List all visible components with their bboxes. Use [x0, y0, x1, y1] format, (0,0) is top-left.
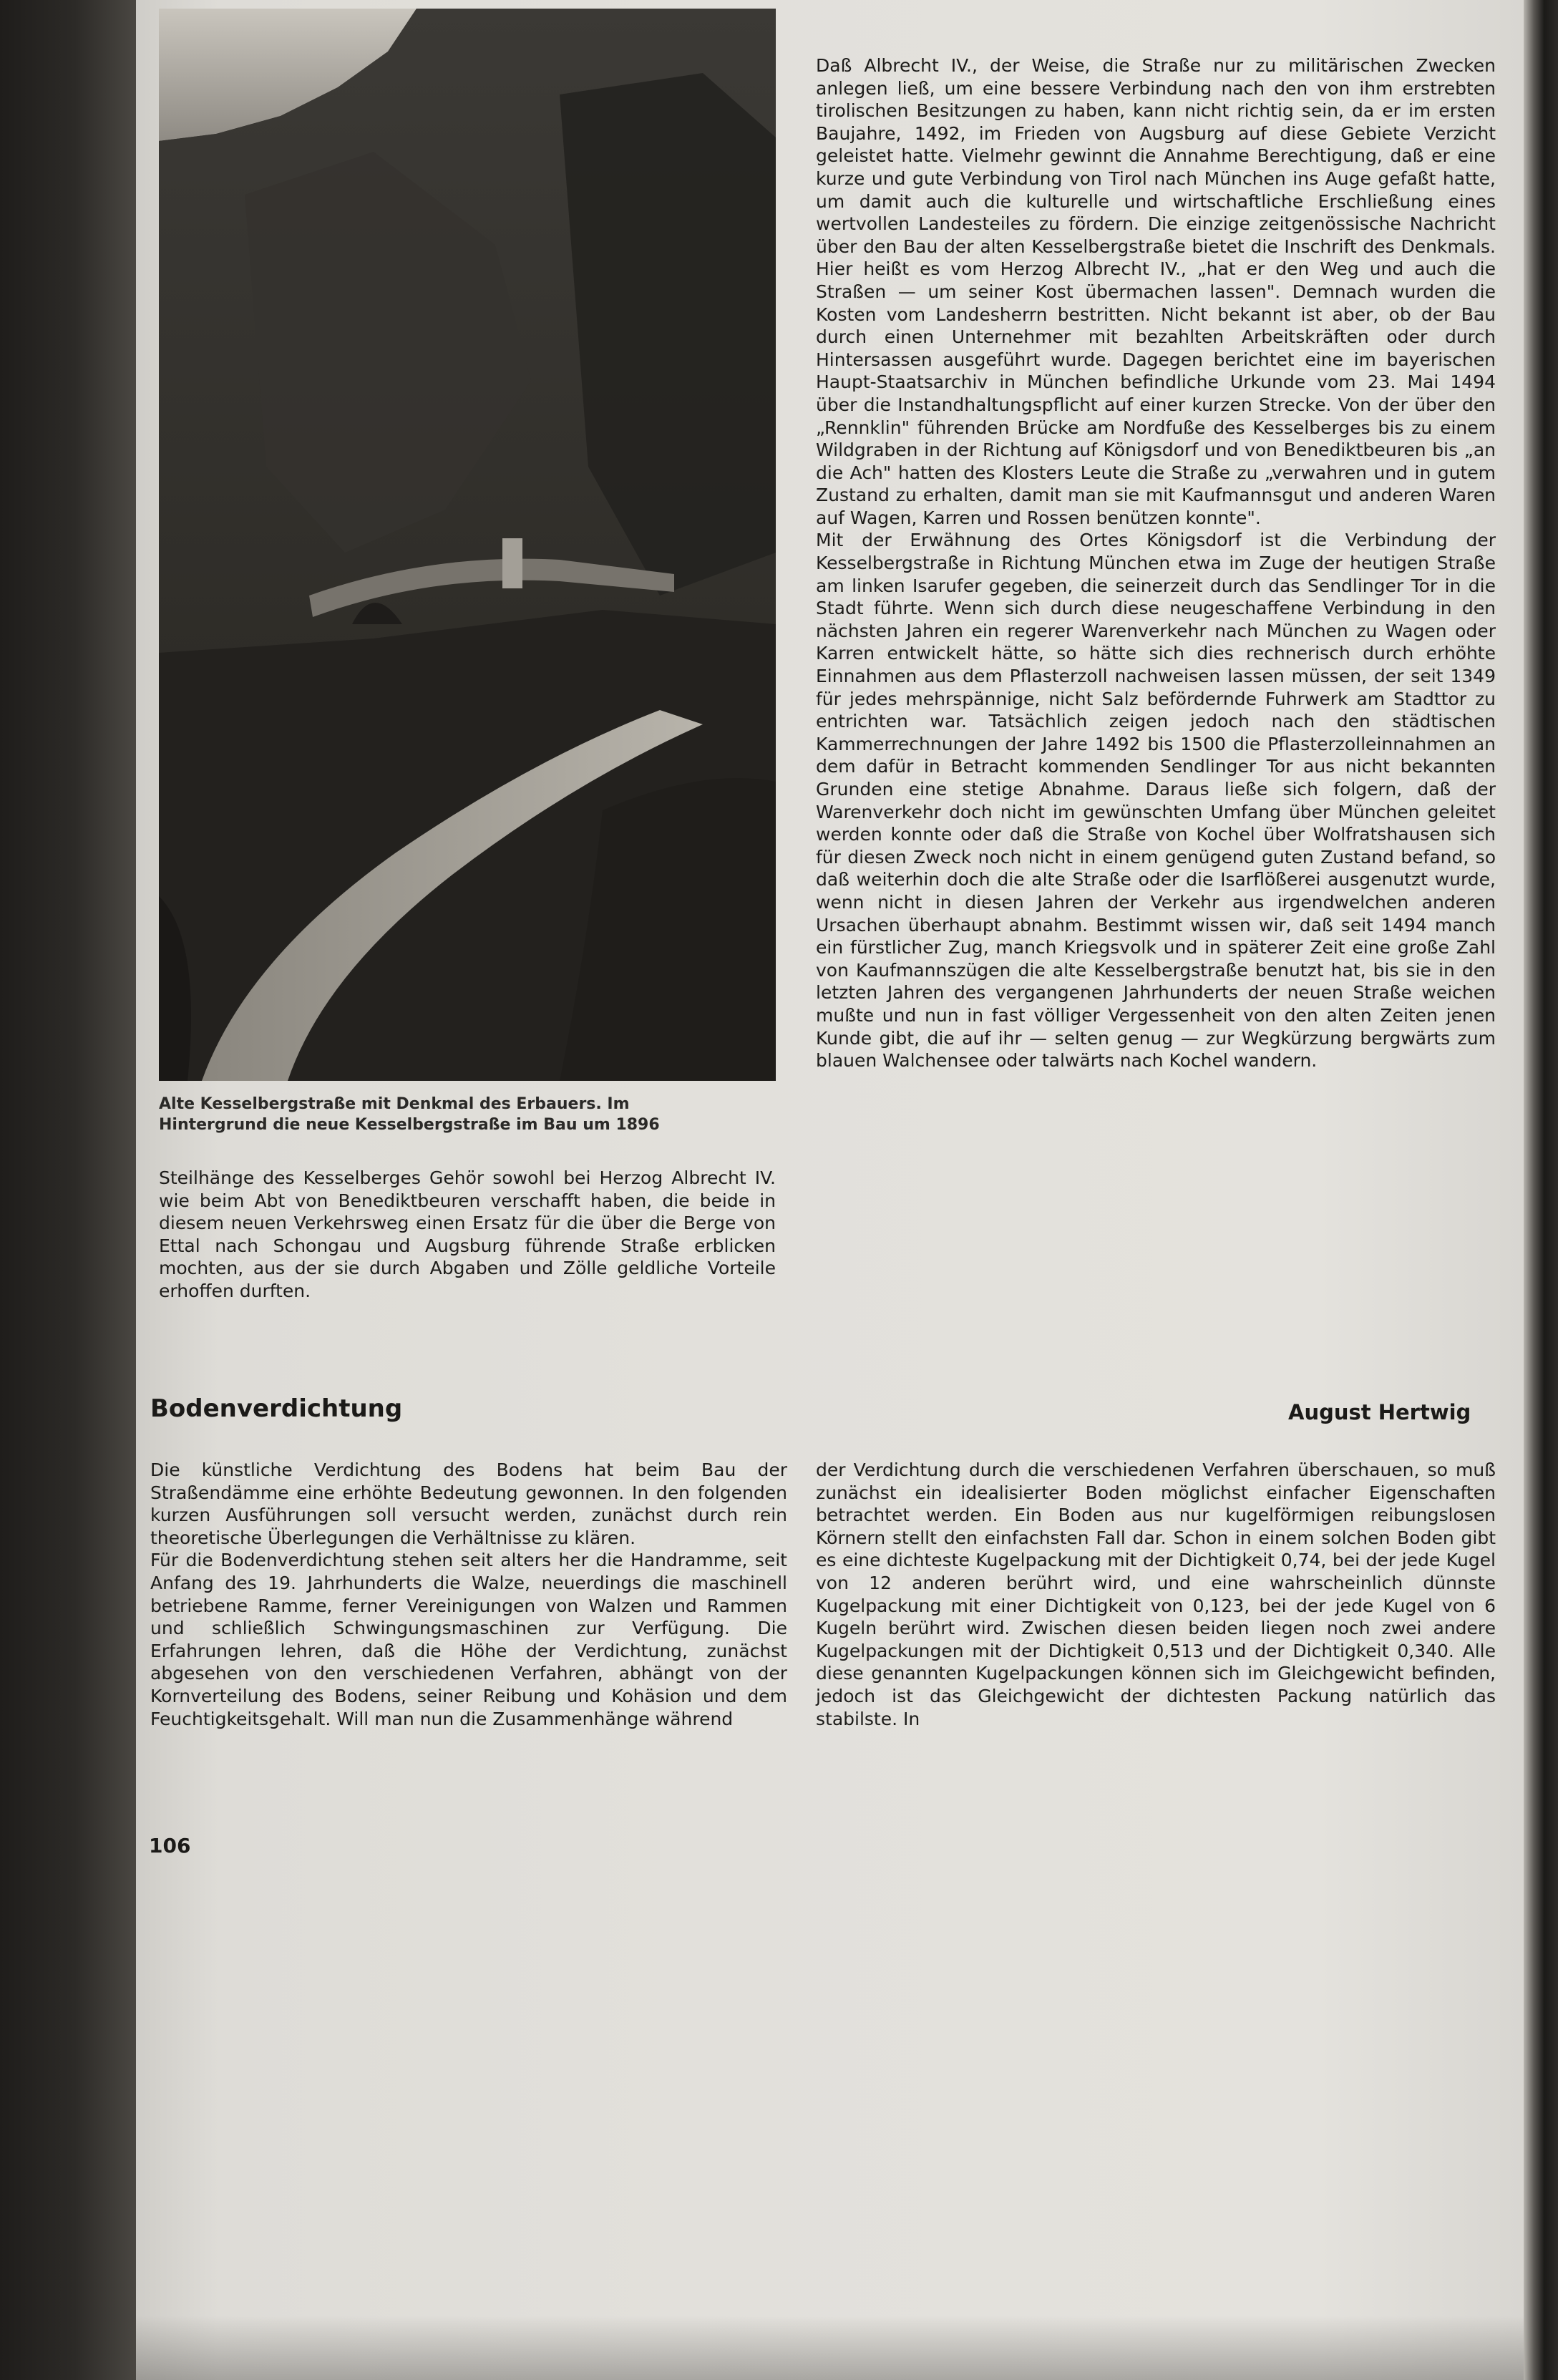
caption-line-1: Alte Kesselbergstraße mit Denkmal des Erbauers. Im — [159, 1095, 630, 1113]
section-author: August Hertwig — [1288, 1400, 1471, 1424]
right-column-text — [816, 54, 1496, 1072]
paragraph: Für die Bodenverdichtung stehen seit alters her die Handramme, seit Anfang des 19. Jahrhunderts die Walze, neuerdings die maschinell betriebene Ramme, ferner Vereinigungen von Walzen und Rammen und schließlich Schwingungsmaschinen zur Verfügung. Die Erfahrungen lehren, daß die Höhe der Verdichtung, zunächst abgesehen von den verschiedenen Verfahren, abhängt von der Kornverteilung des Bodens, seiner Reibung und Kohäsion und dem Feuchtigkeitsgehalt. Will man nun die Zusammenhänge während — [150, 1550, 787, 1729]
paragraph: Die künstliche Verdichtung des Bodens hat beim Bau der Straßendämme eine erhöhte Bedeutung gewonnen. In den folgenden kurzen Ausführungen soll versucht werden, zunächst durch rein theoretische Überlegungen die Verhältnisse zu klären. — [150, 1459, 787, 1548]
section-right-column — [816, 1459, 1496, 1730]
monument — [502, 538, 522, 588]
photo-caption — [159, 1094, 776, 1135]
section-title: Bodenverdichtung — [150, 1394, 403, 1423]
paragraph: der Verdichtung durch die verschiedenen Verfahren überschauen, so muß zunächst ein idealisierter Boden möglichst einfacher Eigenschaften betrachtet werden. Ein Boden aus nur kugelförmigen reibungslosen Körnern stellt den einfachsten Fall dar. Schon in einem solchen Boden gibt es eine dichteste Kugelpackung mit der Dichtigkeit 0,74, bei der jede Kugel von 12 anderen berührt wird, und eine wahrscheinlich dünnste Kugelpackung mit einer Dichtigkeit von 0,123, bei der jede Kugel von 6 Kugeln berührt wird. Zwischen diesen beiden liegen noch zwei andere Kugelpackungen mit der Dichtigkeit 0,513 und der Dichtigkeit 0,340. Alle diese genannten Kugelpackungen können sich im Gleichgewicht befinden, jedoch ist das Gleichgewicht der dichtesten Packung natürlich das stabilste. In — [816, 1459, 1496, 1729]
photograph-kesselbergstrasse — [159, 9, 776, 1081]
photo-illustration — [159, 9, 776, 1081]
book-binding-edge — [1524, 0, 1558, 2380]
book-spine — [0, 0, 136, 2380]
page-number: 106 — [149, 1834, 191, 1857]
caption-line-2: Hintergrund die neue Kesselbergstraße im Bau um 1896 — [159, 1116, 660, 1134]
page-bottom-shadow — [136, 2316, 1524, 2380]
paragraph: Mit der Erwähnung des Ortes Königsdorf ist die Verbindung der Kesselbergstraße in Richtung München etwa im Zuge der heutigen Straße am linken Isarufer gegeben, die seinerzeit durch das Sendlinger Tor in die Stadt führte. Wenn sich durch diese neugeschaffene Verbindung in den nächsten Jahren ein regerer Warenverkehr nach München zu Wagen oder Karren entwickelt hätte, so hätte sich dies rechnerisch durch erhöhte Einnahmen aus dem Pflasterzoll nachweisen lassen müssen, der seit 1349 für jedes mehrspännige, nicht Salz befördernde Fuhrwerk am Stadttor zu entrichten war. Tatsächlich zeigen jedoch nach den städtischen Kammerrechnungen der Jahre 1492 bis 1500 die Pflasterzolleinnahmen an dem dafür in Betracht kommenden Sendlinger Tor aus nicht bekannten Grunden eine stetige Abnahme. Daraus ließe sich folgern, daß der Warenverkehr doch nicht im gewünschten Umfang über München geleitet werden konnte oder daß die Straße von Kochel über Wolfratshausen sich für diesen Zweck noch nicht in einem genügend guten Zustand befand, so daß weiterhin doch die alte Straße oder die Isarflößerei ausgenutzt wurde, wenn nicht in diesen Jahren der Verkehr aus irgendwelchen anderen Ursachen überhaupt abnahm. Bestimmt wissen wir, daß seit 1494 manch ein fürstlicher Zug, manch Kriegsvolk und in späterer Zeit eine große Zahl von Kaufmannszügen die alte Kesselbergstraße benutzt hat, bis sie in den letzten Jahren des vergangenen Jahrhunderts der neuen Straße weichen mußte und nun in fast völliger Vergessenheit von den alten Zeiten jenen Kunde gibt, die auf ihr — selten genug — zur Wegkürzung bergwärts zum blauen Walchensee oder talwärts nach Kochel wandern. — [816, 530, 1496, 1072]
section-left-column — [150, 1459, 787, 1730]
paragraph: Daß Albrecht IV., der Weise, die Straße nur zu militärischen Zwecken anlegen ließ, um eine bessere Verbindung nach den von ihm erstrebten tirolischen Besitzungen zu haben, kann nicht richtig sein, da er im ersten Baujahre, 1492, im Frieden von Augsburg auf diese Gebiete Verzicht geleistet hatte. Vielmehr gewinnt die Annahme Berechtigung, daß er eine kurze und gute Verbindung von Tirol nach München ins Auge gefaßt hatte, um damit auch die kulturelle und wirtschaftliche Erschließung eines wertvollen Landesteiles zu fördern. Die einzige zeitgenössische Nachricht über den Bau der alten Kesselbergstraße bietet die Inschrift des Denkmals. Hier heißt es vom Herzog Albrecht IV., „hat er den Weg und auch die Straßen — um seiner Kost übermachen lassen". Demnach wurden die Kosten vom Landesherrn bestritten. Nicht bekannt ist aber, ob der Bau durch einen Unternehmer mit bezahlten Arbeitskräften oder durch Hintersassen ausgeführt wurde. Dagegen berichtet eine im bayerischen Haupt-Staatsarchiv in München befindliche Urkunde vom 23. Mai 1494 über die Instandhaltungspflicht auf einer kurzen Strecke. Von der über den „Rennklin" führenden Brücke am Nordfuße des Kesselberges bis zu einem Wildgraben in der Richtung auf Königsdorf und von Benediktbeuren bis „an die Ach" hatten des Klosters Leute die Straße zu „verwahren und in gutem Zustand zu erhalten, damit man sie mit Kaufmannsgut und anderen Waren auf Wagen, Karren und Rossen benützen konnte". — [816, 55, 1496, 528]
paragraph: Steilhänge des Kesselberges Gehör sowohl bei Herzog Albrecht IV. wie beim Abt von Benediktbeuren verschafft haben, die beide in diesem neuen Verkehrsweg einen Ersatz für die über die Berge von Ettal nach Schongau und Augsburg führende Straße erblicken mochten, aus der sie durch Abgaben und Zölle geldliche Vorteile erhoffen durften. — [159, 1167, 776, 1301]
left-column-text — [159, 1167, 776, 1303]
